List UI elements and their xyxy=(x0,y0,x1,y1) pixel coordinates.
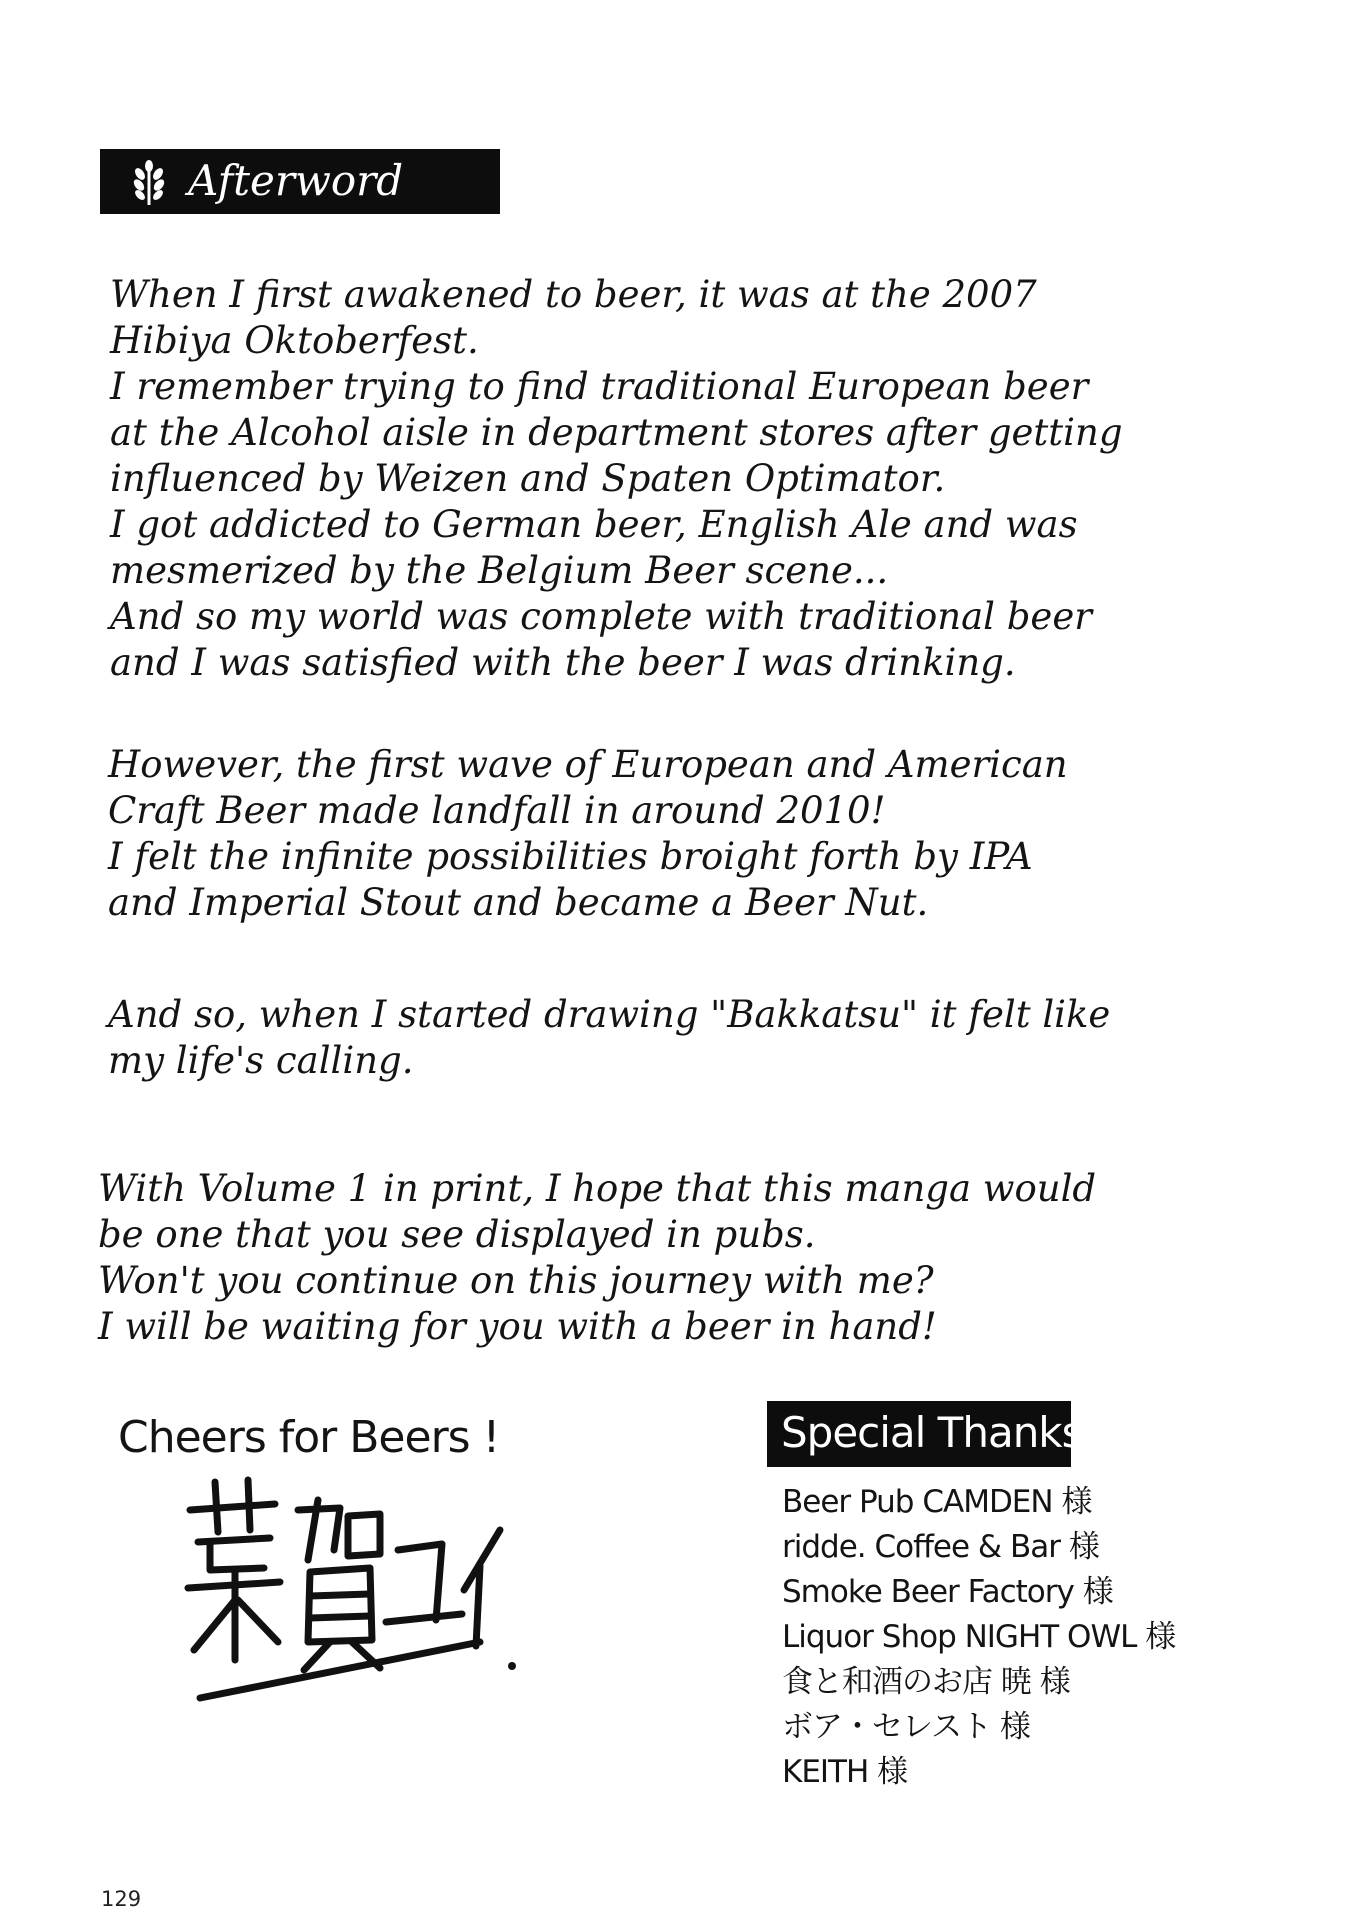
afterword-paragraph-1 xyxy=(110,272,1123,686)
list-item: Smoke Beer Factory 様 xyxy=(782,1574,1113,1610)
text-line: I remember trying to find traditional European beer xyxy=(110,365,1089,408)
text-line: be one that you see displayed in pubs. xyxy=(98,1213,816,1256)
text-line: influenced by Weizen and Spaten Optimator. xyxy=(110,457,946,500)
text-line: However, the first wave of European and American xyxy=(108,743,1068,786)
afterword-paragraph-4 xyxy=(98,1166,1096,1350)
page-number: 129 xyxy=(101,1887,142,1911)
text-line: Craft Beer made landfall in around 2010! xyxy=(108,789,886,832)
afterword-heading xyxy=(100,149,500,214)
text-line: I felt the infinite possibilities broight forth by IPA xyxy=(108,835,1033,878)
list-item: ridde. Coffee & Bar 様 xyxy=(782,1529,1099,1565)
list-item: 食と和酒のお店 暁 様 xyxy=(782,1664,1070,1700)
text-line: I got addicted to German beer, English Ale and was xyxy=(110,503,1078,546)
list-item: ボア・セレスト 様 xyxy=(782,1709,1030,1745)
text-line: And so, when I started drawing "Bakkatsu" it felt like xyxy=(108,993,1111,1036)
afterword-paragraph-3 xyxy=(108,992,1110,1084)
text-line: And so my world was complete with traditional beer xyxy=(110,595,1092,638)
text-line: Hibiya Oktoberfest. xyxy=(110,319,479,362)
special-thanks-title: Special Thanks xyxy=(781,1408,1083,1457)
author-signature xyxy=(180,1470,520,1730)
wheat-icon xyxy=(126,159,172,205)
text-line: I will be waiting for you with a beer in hand! xyxy=(98,1305,937,1348)
list-item: KEITH 様 xyxy=(782,1754,908,1790)
afterword-title: Afterword xyxy=(188,156,404,205)
list-item: Liquor Shop NIGHT OWL 様 xyxy=(782,1619,1176,1655)
list-item: Beer Pub CAMDEN 様 xyxy=(782,1484,1092,1520)
text-line: and Imperial Stout and became a Beer Nut. xyxy=(108,881,929,924)
text-line: my life's calling. xyxy=(108,1039,414,1082)
text-line: With Volume 1 in print, I hope that this manga would xyxy=(98,1167,1097,1210)
text-line: at the Alcohol aisle in department stores after getting xyxy=(110,411,1123,454)
afterword-paragraph-2 xyxy=(108,742,1068,926)
special-thanks-heading xyxy=(767,1401,1083,1467)
text-line: and I was satisfied with the beer I was drinking. xyxy=(110,641,1016,684)
text-line: Won't you continue on this journey with me? xyxy=(98,1259,934,1302)
text-line: mesmerized by the Belgium Beer scene... xyxy=(110,549,889,592)
special-thanks-list xyxy=(782,1480,1175,1795)
text-line: When I first awakened to beer, it was at the 2007 xyxy=(110,273,1037,316)
cheers-tagline: Cheers for Beers ! xyxy=(118,1412,500,1463)
